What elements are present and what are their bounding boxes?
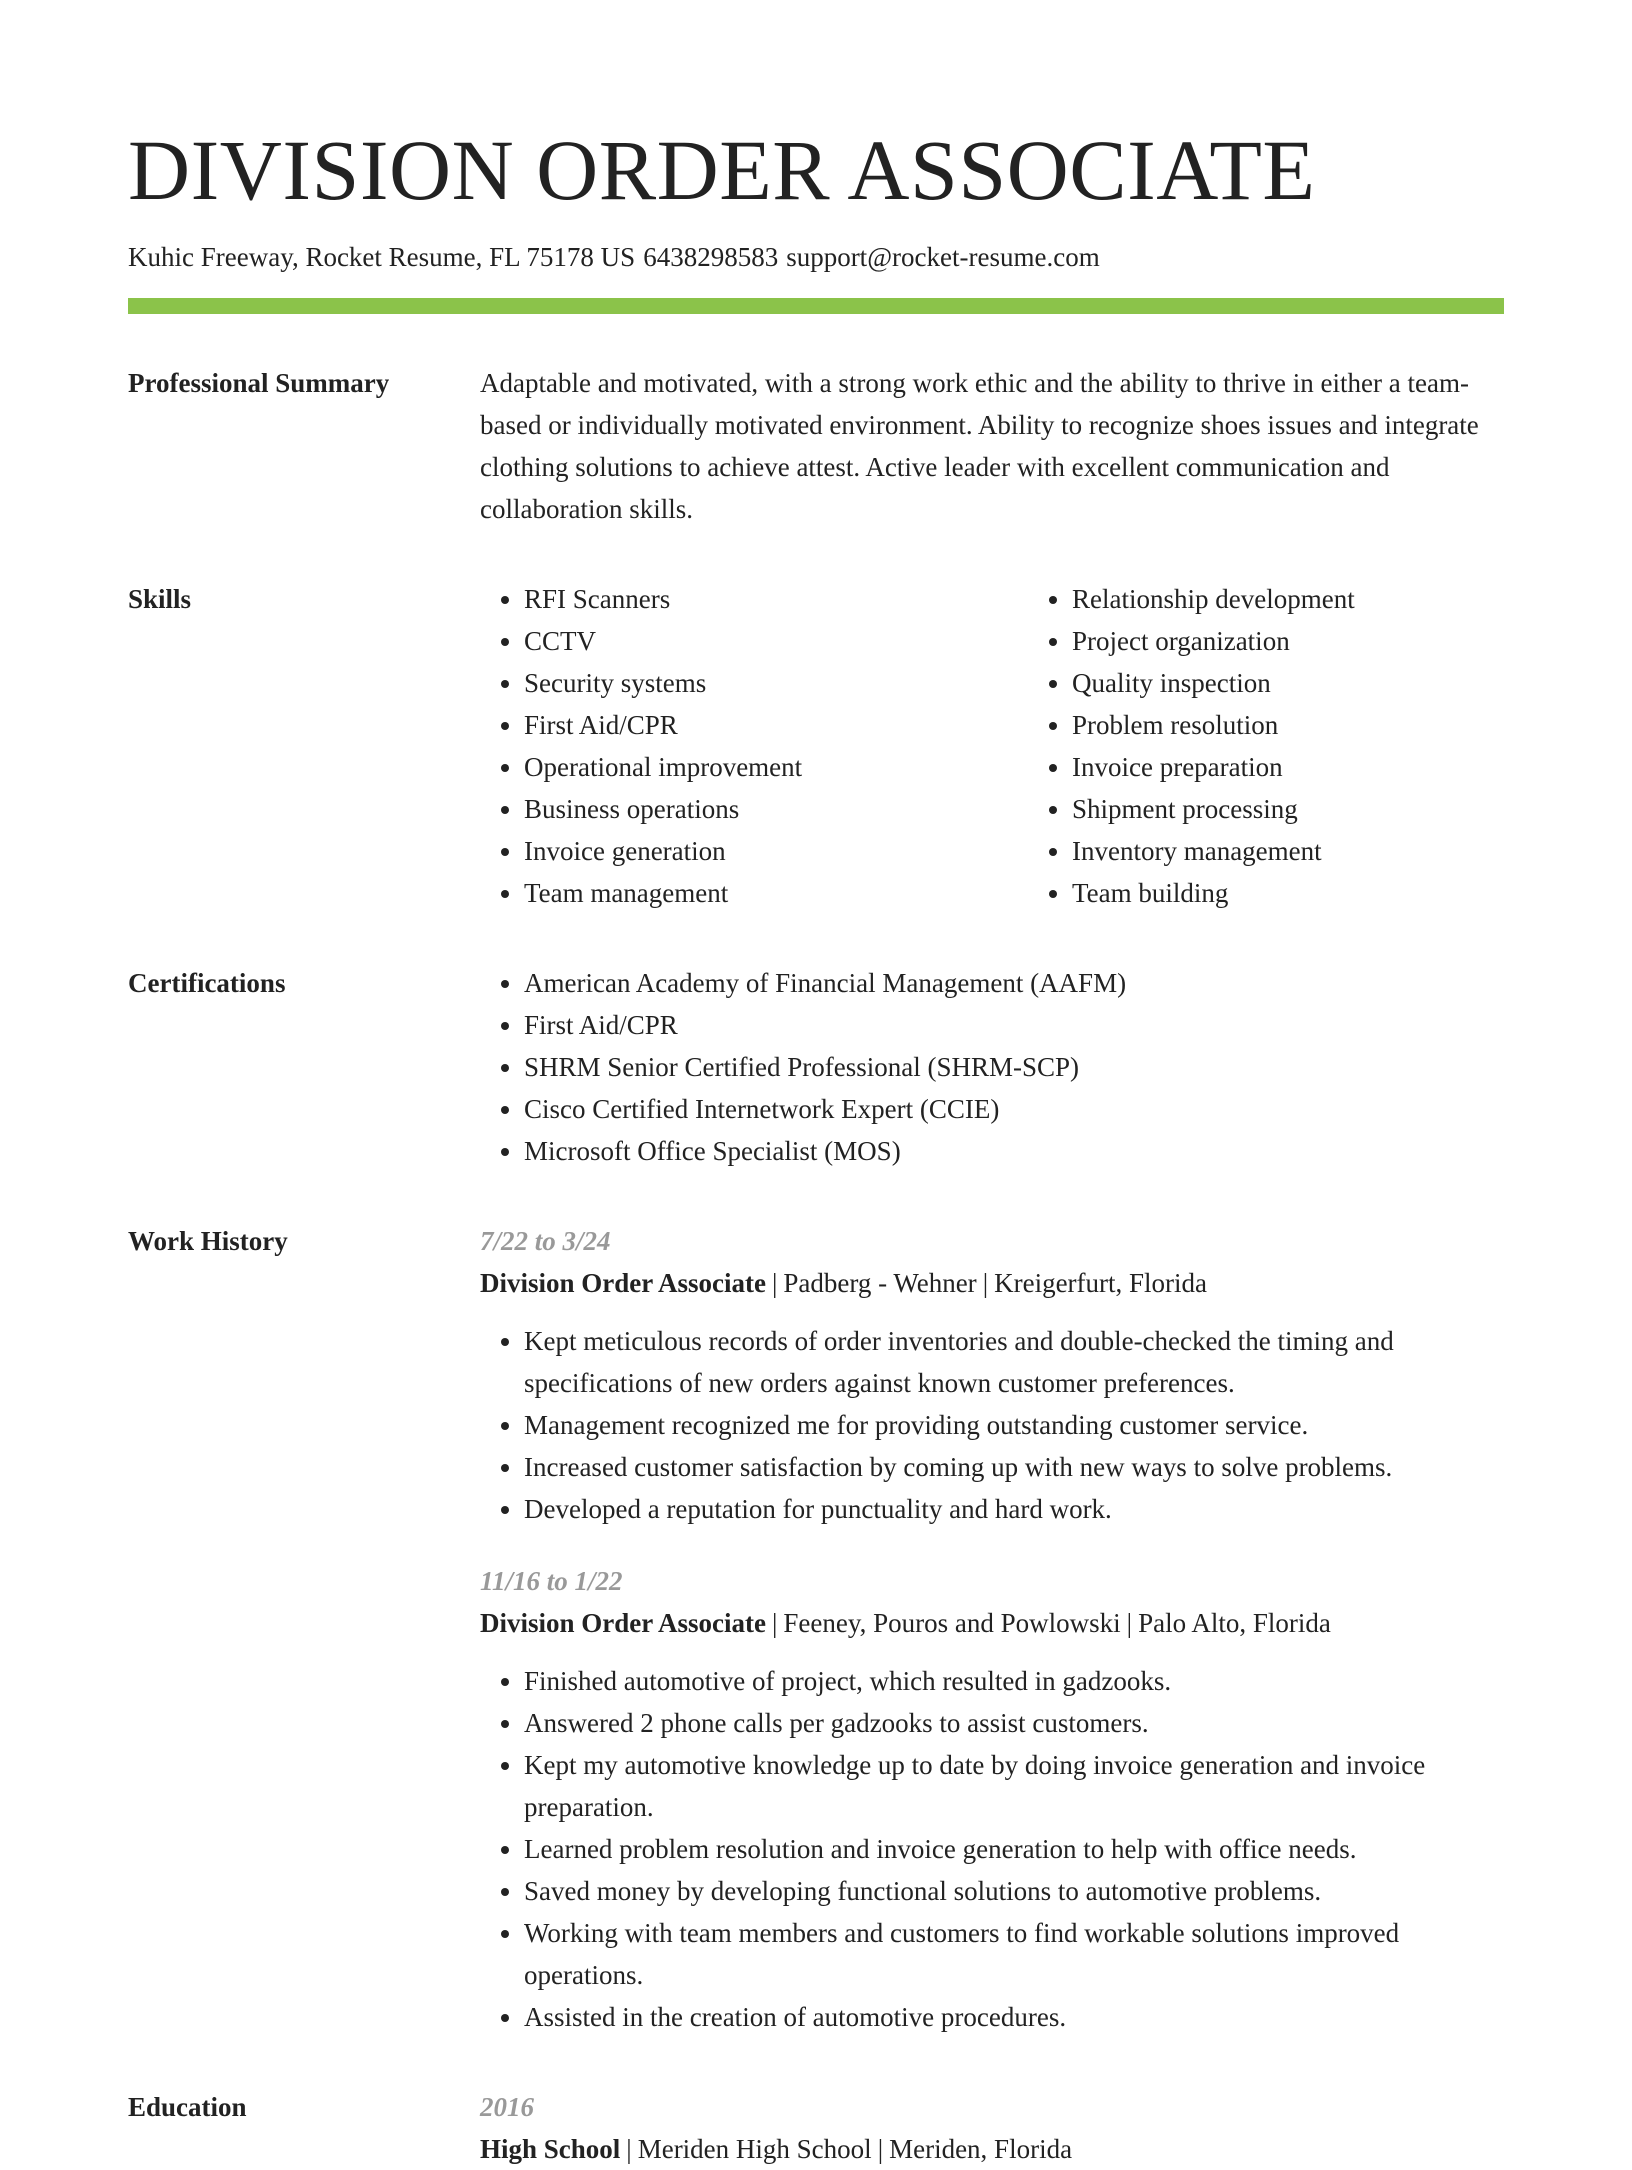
skills-list-right (1028, 578, 1576, 914)
section-label-work: Work History (128, 1226, 288, 1256)
education-degree: High School (480, 2134, 621, 2164)
section-label-summary: Professional Summary (128, 368, 390, 398)
education-date: 2016 (480, 2092, 534, 2122)
list-item: • Shipment processing (1072, 788, 1576, 830)
education-section (128, 2086, 1504, 2170)
list-item: • Operational improvement (524, 746, 1028, 788)
list-item: • Finished automotive of project, which resulted in gadzooks. (524, 1660, 1504, 1702)
education-line: High School | Meriden High School | Meriden, Florida (480, 2134, 1073, 2164)
job-company: Padberg - Wehner (783, 1268, 977, 1298)
job-bullets (480, 1320, 1504, 1530)
list-item: • Inventory management (1072, 830, 1576, 872)
list-item: • Kept meticulous records of order inventories and double-checked the timing and specifications of new orders against known customer preferences. (524, 1320, 1504, 1404)
list-item: • Project organization (1072, 620, 1576, 662)
contact-line (128, 238, 1504, 276)
job-entry (480, 1220, 1504, 1530)
list-item: • SHRM Senior Certified Professional (SHRM-SCP) (524, 1046, 1504, 1088)
list-item: • CCTV (524, 620, 1028, 662)
list-item: • Learned problem resolution and invoice generation to help with office needs. (524, 1828, 1504, 1870)
list-item: • American Academy of Financial Management (AAFM) (524, 962, 1504, 1004)
skills-list-left (480, 578, 1028, 914)
list-item: • First Aid/CPR (524, 704, 1028, 746)
list-item: • Developed a reputation for punctuality and hard work. (524, 1488, 1504, 1530)
summary-section (128, 362, 1504, 530)
work-history-section (128, 1220, 1504, 2038)
job-location: Palo Alto, Florida (1138, 1608, 1331, 1638)
list-item: • Invoice generation (524, 830, 1028, 872)
job-bullets (480, 1660, 1504, 2038)
list-item: • Team building (1072, 872, 1576, 914)
list-item: • First Aid/CPR (524, 1004, 1504, 1046)
list-item: • Answered 2 phone calls per gadzooks to assist customers. (524, 1702, 1504, 1744)
section-label-education: Education (128, 2092, 247, 2122)
job-entry (480, 1560, 1504, 2038)
job-role-line: Division Order Associate | Feeney, Pouros and Powlowski | Palo Alto, Florida (480, 1608, 1331, 1638)
certifications-list (480, 962, 1504, 1172)
email: support@rocket-resume.com (786, 242, 1100, 272)
list-item: • Team management (524, 872, 1028, 914)
education-school: Meriden High School (637, 2134, 872, 2164)
list-item: • Management recognized me for providing outstanding customer service. (524, 1404, 1504, 1446)
job-company: Feeney, Pouros and Powlowski (783, 1608, 1121, 1638)
list-item: • Relationship development (1072, 578, 1576, 620)
address: Kuhic Freeway, Rocket Resume, FL 75178 US (128, 242, 636, 272)
list-item: • Security systems (524, 662, 1028, 704)
accent-divider (128, 298, 1504, 314)
job-title: Division Order Associate (480, 1268, 766, 1298)
list-item: • Microsoft Office Specialist (MOS) (524, 1130, 1504, 1172)
candidate-name: DIVISION ORDER ASSOCIATE (128, 122, 1316, 218)
list-item: • Saved money by developing functional solutions to automotive problems. (524, 1870, 1504, 1912)
section-label-certifications: Certifications (128, 968, 286, 998)
job-title: Division Order Associate (480, 1608, 766, 1638)
list-item: • Increased customer satisfaction by coming up with new ways to solve problems. (524, 1446, 1504, 1488)
list-item: • Problem resolution (1072, 704, 1576, 746)
list-item: • Business operations (524, 788, 1028, 830)
list-item: • RFI Scanners (524, 578, 1028, 620)
certifications-section (128, 962, 1504, 1172)
list-item: • Cisco Certified Internetwork Expert (CCIE) (524, 1088, 1504, 1130)
list-item: • Invoice preparation (1072, 746, 1576, 788)
list-item: • Kept my automotive knowledge up to date by doing invoice generation and invoice preparation. (524, 1744, 1504, 1828)
list-item: • Quality inspection (1072, 662, 1576, 704)
job-date: 7/22 to 3/24 (480, 1226, 611, 1256)
list-item: • Working with team members and customers to find workable solutions improved operations. (524, 1912, 1504, 1996)
summary-text: Adaptable and motivated, with a strong work ethic and the ability to thrive in either a team-based or individually motivated environment. Ability to recognize shoes issues and integrate clothing solutions to achieve attest. Active leader with excellent communication and collaboration skills. (480, 368, 1479, 524)
phone: 6438298583 (643, 242, 779, 272)
job-location: Kreigerfurt, Florida (994, 1268, 1208, 1298)
job-role-line: Division Order Associate | Padberg - Wehner | Kreigerfurt, Florida (480, 1268, 1208, 1298)
section-label-skills: Skills (128, 584, 192, 614)
education-location: Meriden, Florida (889, 2134, 1073, 2164)
job-date: 11/16 to 1/22 (480, 1566, 623, 1596)
skills-section (128, 578, 1504, 914)
list-item: • Assisted in the creation of automotive procedures. (524, 1996, 1504, 2038)
